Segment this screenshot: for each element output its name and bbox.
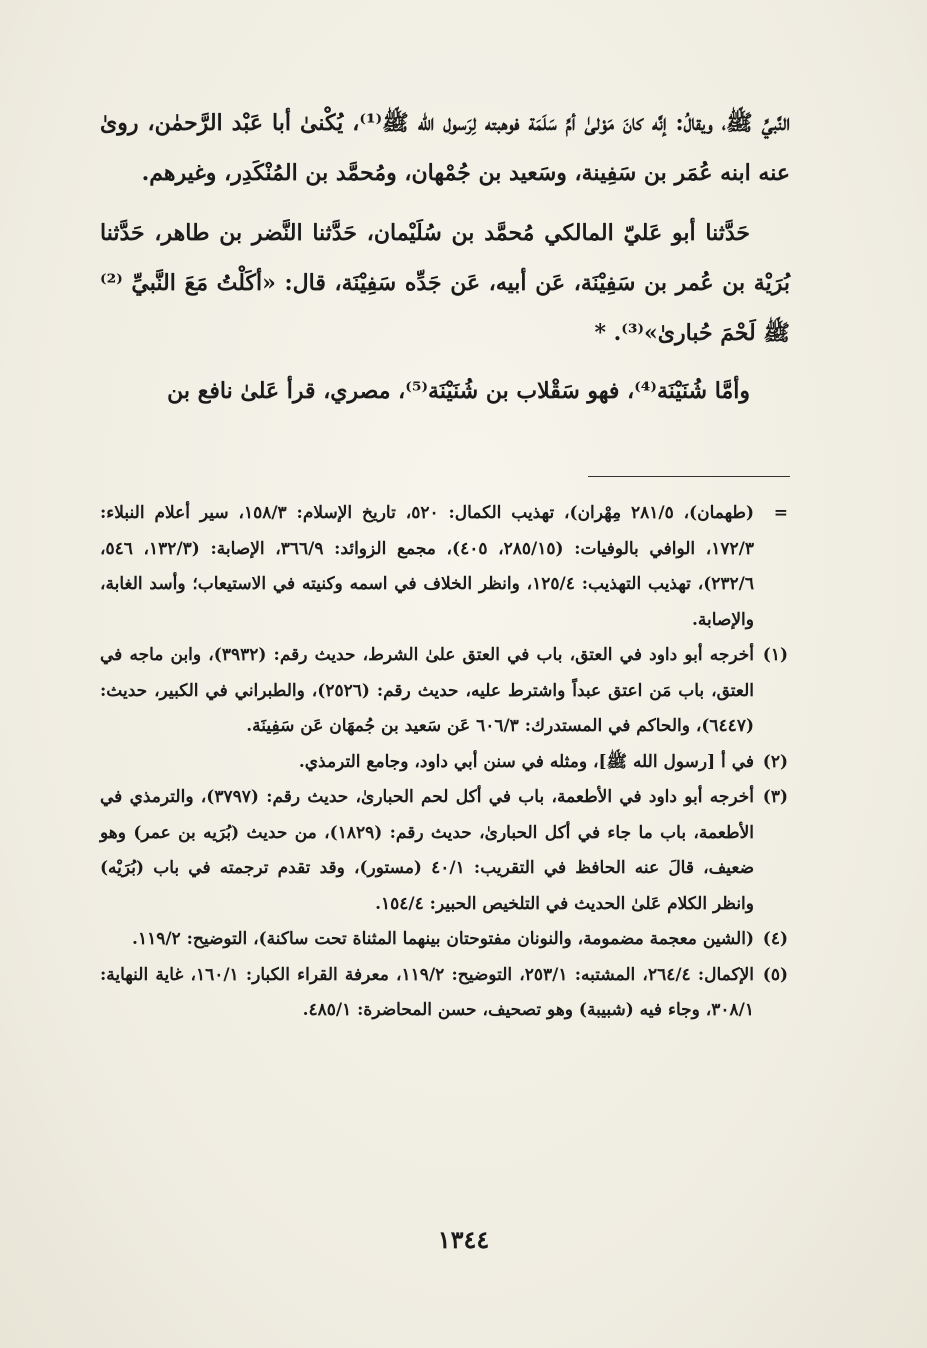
footnote-text: الإكمال: ٢٦٤/٤، المشتبه: ٢٥٣/١، التوضيح: ١١٩/٢، معرفة القراء الكبار: ١٦٠/١، غاية النهاية: ٣٠٨/١، وجاء فيه (شبيبة) وهو تصحيف، حسن المحاضرة: ٤٨٥/١. bbox=[100, 964, 755, 1020]
footnote-1 bbox=[100, 638, 788, 745]
footnote-3 bbox=[100, 780, 788, 922]
footnote-text: (الشين معجمة مضمومة، والنونان مفتوحتان بينهما المثناة تحت ساكنة)، التوضيح: ١١٩/٢. bbox=[132, 929, 754, 949]
footnotes bbox=[100, 496, 788, 1029]
footnote-marker: (١) bbox=[762, 645, 788, 665]
footnote-2 bbox=[100, 745, 788, 781]
footnote-text: في أ [رسول الله ﷺ]، ومثله في سنن أبي داود، وجامع الترمذي. bbox=[298, 751, 754, 772]
footnote-text: أخرجه أبو داود في العتق، باب في العتق علىٰ الشرط، حديث رقم: (٣٩٣٢)، وابن ماجه في العتق، باب مَن اعتق عبداً واشترط عليه، حديث رقم: (٢٥٢٦)، والطبراني في الكبير، حديث: (٦٤٤٧)، والحاكم في المستدرك: ٦٠٦/٣ عَن سَعيد بن جُمهَان عَن سَفِينَة. bbox=[100, 645, 754, 736]
main-paragraph-2: حَدَّثنا أبو عَليّ المالكي مُحمَّد بن سُلَيْمان، حَدَّثنا النَّضر بن طاهر، حَدَّثنا بُرَيْة بن عُمر بن سَفِيْنَة، عَن أبيه، عَن جَدِّه سَفِيْنَة، قال: «أكَلْتُ مَعَ النَّبيِّ ⁽²⁾ ﷺ لَحْمَ حُبارىٰ»⁽³⁾. * bbox=[100, 220, 790, 346]
footnote-text: أخرجه أبو داود في الأطعمة، باب في أكل لحم الحبارىٰ، حديث رقم: (٣٧٩٧)، والترمذي في الأطعمة، باب ما جاء في أكل الحبارىٰ، حديث رقم: (١٨٢٩)، من حديث (بُرَيه بن عمر) وهو ضعيف، قالَ عنه الحافظ في التقريب: ٤٠/١ (مستور)، وقد تقدم ترجمته في باب (بُرَيْه) وانظر الكلام عَلىٰ الحديث في التلخيص الحبير: ١٥٤/٤. bbox=[100, 787, 755, 914]
main-paragraph-1: النَّبيِّ ﷺ، ويقالُ: إنَّه كانَ مَوْلىٰ أمِّ سَلَمَة فوهبته لِرَسول الله ﷺ⁽¹⁾، يُكْنىٰ أبا عَبْد الرَّحمٰن، روىٰ عنه ابنه عُمَر بن سَفِينة، وسَعيد بن جُمْهان، ومُحمَّد بن المُنْكَدِر، وغيرهم. bbox=[100, 110, 790, 186]
footnote-text: (طهمان)، ٢٨١/٥ مِهْران)، تهذيب الكمال: ٥٢٠، تاريخ الإسلام: ١٥٨/٣، سير أعلام النبلاء: ١٧٢/٣، الوافي بالوفيات: (٢٨٥/١٥، ٤٠٥)، مجمع الزوائد: ٣٦٦/٩، الإصابة: (١٣٢/٣، ٥٤٦، ٢٣٢/٦)، تهذيب التهذيب: ١٢٥/٤، وانظر الخلاف في اسمه وكنيته في الاستيعاب؛ وأسد الغابة، والإصابة. bbox=[100, 503, 755, 630]
footnote-5 bbox=[100, 958, 788, 1029]
footnote-marker: (٣) bbox=[762, 787, 788, 807]
footnote-continued bbox=[100, 496, 788, 638]
footnote-separator bbox=[588, 476, 790, 477]
main-text bbox=[100, 98, 790, 416]
footnote-marker: (٥) bbox=[762, 964, 788, 985]
footnote-marker: = bbox=[773, 503, 788, 523]
footnote-marker: (٤) bbox=[762, 929, 788, 949]
page-number: ١٣٤٤ bbox=[437, 1225, 490, 1254]
main-paragraph-3: وأمَّا شُنَيْنَة⁽⁴⁾، فهو سَقْلاب بن شُنَيْنَة⁽⁵⁾، مصري، قرأ عَلىٰ نافع بن bbox=[167, 378, 750, 404]
footnote-4 bbox=[100, 922, 788, 958]
footnote-marker: (٢) bbox=[762, 751, 788, 772]
